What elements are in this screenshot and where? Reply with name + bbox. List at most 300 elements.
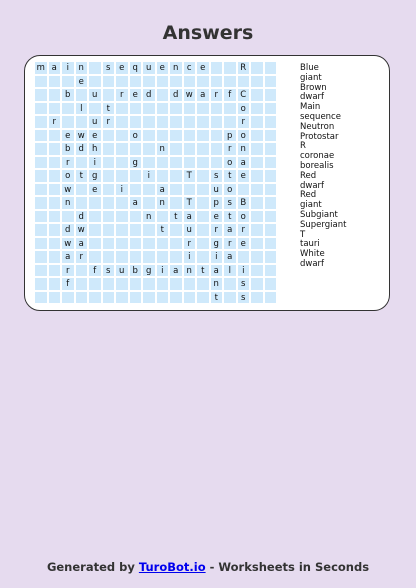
- grid-cell: [210, 115, 224, 129]
- grid-cell: p: [223, 129, 237, 143]
- grid-cell: g: [142, 264, 156, 278]
- grid-cell: e: [115, 61, 129, 75]
- grid-cell: t: [102, 102, 116, 116]
- grid-cell: [264, 223, 278, 237]
- word-list-item: giant: [300, 72, 322, 83]
- grid-cell: [75, 115, 89, 129]
- grid-cell: [196, 196, 210, 210]
- grid-cell: [223, 75, 237, 89]
- grid-cell: n: [183, 264, 197, 278]
- grid-cell: [169, 129, 183, 143]
- grid-cell: a: [61, 250, 75, 264]
- grid-cell: [142, 115, 156, 129]
- grid-cell: w: [61, 237, 75, 251]
- grid-cell: [34, 210, 48, 224]
- grid-cell: [237, 183, 251, 197]
- grid-cell: [250, 115, 264, 129]
- grid-cell: h: [88, 142, 102, 156]
- grid-cell: [250, 156, 264, 170]
- word-list-item: giant: [300, 200, 322, 211]
- grid-cell: [115, 142, 129, 156]
- grid-cell: [142, 156, 156, 170]
- grid-cell: [48, 291, 62, 305]
- grid-cell: a: [156, 183, 170, 197]
- grid-cell: [169, 291, 183, 305]
- grid-cell: [75, 291, 89, 305]
- grid-cell: [169, 277, 183, 291]
- grid-cell: s: [237, 291, 251, 305]
- grid-cell: [169, 183, 183, 197]
- grid-cell: s: [223, 196, 237, 210]
- grid-cell: R: [237, 61, 251, 75]
- grid-cell: r: [237, 115, 251, 129]
- grid-cell: [48, 277, 62, 291]
- grid-cell: [250, 223, 264, 237]
- grid-cell: r: [183, 237, 197, 251]
- grid-cell: [115, 115, 129, 129]
- grid-cell: [250, 250, 264, 264]
- grid-cell: t: [223, 210, 237, 224]
- grid-cell: [250, 102, 264, 116]
- word-list-item: Brown: [300, 82, 327, 93]
- grid-cell: [156, 102, 170, 116]
- grid-cell: a: [237, 156, 251, 170]
- grid-cell: [264, 277, 278, 291]
- grid-cell: e: [61, 129, 75, 143]
- grid-cell: [115, 102, 129, 116]
- word-list-item: coronae: [300, 151, 335, 162]
- grid-cell: [129, 237, 143, 251]
- grid-cell: [115, 129, 129, 143]
- grid-cell: [250, 277, 264, 291]
- grid-cell: [142, 102, 156, 116]
- grid-cell: g: [88, 169, 102, 183]
- grid-cell: [196, 115, 210, 129]
- grid-cell: i: [183, 250, 197, 264]
- grid-cell: [156, 237, 170, 251]
- grid-cell: [88, 250, 102, 264]
- grid-cell: e: [88, 129, 102, 143]
- grid-cell: u: [115, 264, 129, 278]
- grid-cell: [34, 88, 48, 102]
- grid-cell: r: [102, 115, 116, 129]
- grid-cell: [196, 75, 210, 89]
- grid-cell: [115, 210, 129, 224]
- grid-cell: [196, 277, 210, 291]
- grid-cell: r: [223, 142, 237, 156]
- grid-cell: [142, 196, 156, 210]
- grid-cell: [142, 250, 156, 264]
- grid-cell: [250, 291, 264, 305]
- word-list-item: dwarf: [300, 180, 325, 191]
- grid-cell: i: [142, 169, 156, 183]
- grid-cell: n: [156, 196, 170, 210]
- grid-cell: [250, 75, 264, 89]
- grid-cell: t: [196, 264, 210, 278]
- grid-cell: T: [183, 169, 197, 183]
- grid-cell: [48, 88, 62, 102]
- grid-cell: [48, 102, 62, 116]
- grid-cell: d: [75, 210, 89, 224]
- word-list-item: Main: [300, 102, 321, 113]
- grid-cell: o: [61, 169, 75, 183]
- grid-cell: [156, 156, 170, 170]
- grid-cell: [142, 183, 156, 197]
- grid-cell: g: [210, 237, 224, 251]
- grid-cell: [88, 75, 102, 89]
- grid-cell: [223, 115, 237, 129]
- grid-cell: [142, 277, 156, 291]
- grid-cell: e: [237, 237, 251, 251]
- grid-cell: [75, 156, 89, 170]
- grid-cell: [115, 277, 129, 291]
- grid-cell: [48, 223, 62, 237]
- grid-cell: [183, 102, 197, 116]
- grid-cell: [250, 237, 264, 251]
- grid-cell: [196, 169, 210, 183]
- grid-cell: i: [156, 264, 170, 278]
- grid-cell: T: [183, 196, 197, 210]
- grid-cell: [48, 183, 62, 197]
- grid-cell: r: [223, 237, 237, 251]
- grid-cell: i: [115, 183, 129, 197]
- grid-cell: [61, 210, 75, 224]
- grid-cell: n: [61, 196, 75, 210]
- grid-cell: [102, 88, 116, 102]
- grid-cell: [129, 169, 143, 183]
- grid-cell: [34, 102, 48, 116]
- grid-cell: a: [223, 250, 237, 264]
- grid-cell: t: [169, 210, 183, 224]
- grid-cell: [48, 142, 62, 156]
- grid-cell: [34, 142, 48, 156]
- grid-cell: [102, 237, 116, 251]
- grid-cell: [169, 102, 183, 116]
- grid-cell: n: [210, 277, 224, 291]
- grid-cell: a: [169, 264, 183, 278]
- grid-cell: [169, 156, 183, 170]
- grid-cell: [264, 129, 278, 143]
- grid-cell: [264, 237, 278, 251]
- grid-cell: [196, 102, 210, 116]
- grid-cell: a: [183, 210, 197, 224]
- turobot-link[interactable]: TuroBot.io: [138, 560, 206, 574]
- grid-cell: [102, 183, 116, 197]
- grid-cell: u: [88, 88, 102, 102]
- grid-cell: [210, 142, 224, 156]
- grid-cell: [34, 237, 48, 251]
- grid-cell: u: [142, 61, 156, 75]
- grid-cell: o: [129, 129, 143, 143]
- grid-cell: r: [115, 88, 129, 102]
- grid-cell: [142, 142, 156, 156]
- grid-cell: [34, 129, 48, 143]
- word-list: [300, 64, 346, 270]
- grid-cell: t: [210, 291, 224, 305]
- grid-cell: [169, 196, 183, 210]
- word-list-item: dwarf: [300, 258, 325, 269]
- grid-cell: [34, 156, 48, 170]
- grid-cell: [250, 129, 264, 143]
- grid-cell: a: [210, 264, 224, 278]
- word-list-item: Blue: [300, 63, 319, 73]
- grid-cell: [156, 115, 170, 129]
- grid-cell: e: [210, 210, 224, 224]
- grid-cell: [88, 277, 102, 291]
- grid-cell: [156, 75, 170, 89]
- footer: [0, 560, 416, 574]
- grid-cell: n: [237, 142, 251, 156]
- grid-cell: [75, 277, 89, 291]
- grid-cell: [183, 156, 197, 170]
- grid-cell: a: [196, 88, 210, 102]
- grid-cell: m: [34, 61, 48, 75]
- word-list-item: tauri: [300, 239, 320, 250]
- grid-cell: [115, 223, 129, 237]
- grid-cell: i: [88, 156, 102, 170]
- grid-cell: q: [129, 61, 143, 75]
- grid-cell: s: [102, 264, 116, 278]
- grid-cell: [34, 264, 48, 278]
- grid-cell: [264, 142, 278, 156]
- grid-cell: r: [237, 223, 251, 237]
- grid-cell: [264, 156, 278, 170]
- grid-cell: [250, 169, 264, 183]
- grid-cell: o: [223, 156, 237, 170]
- grid-cell: [115, 250, 129, 264]
- grid-cell: [156, 129, 170, 143]
- grid-cell: [102, 223, 116, 237]
- grid-cell: [34, 183, 48, 197]
- grid-cell: u: [183, 223, 197, 237]
- word-list-item: dwarf: [300, 92, 325, 103]
- grid-cell: [48, 156, 62, 170]
- grid-cell: [129, 223, 143, 237]
- grid-cell: t: [75, 169, 89, 183]
- grid-cell: [115, 196, 129, 210]
- grid-cell: [264, 196, 278, 210]
- word-search-grid: [34, 61, 277, 304]
- grid-cell: [102, 210, 116, 224]
- grid-cell: [183, 183, 197, 197]
- grid-cell: [102, 250, 116, 264]
- grid-cell: [237, 75, 251, 89]
- grid-cell: [48, 264, 62, 278]
- grid-cell: [183, 291, 197, 305]
- grid-cell: [210, 156, 224, 170]
- grid-cell: [48, 75, 62, 89]
- grid-cell: [196, 129, 210, 143]
- grid-cell: B: [237, 196, 251, 210]
- grid-cell: w: [61, 183, 75, 197]
- grid-cell: e: [129, 88, 143, 102]
- grid-cell: d: [142, 88, 156, 102]
- grid-cell: [156, 250, 170, 264]
- grid-cell: u: [210, 183, 224, 197]
- grid-cell: [210, 75, 224, 89]
- grid-cell: [169, 169, 183, 183]
- grid-cell: i: [210, 250, 224, 264]
- grid-cell: [250, 183, 264, 197]
- grid-cell: [250, 210, 264, 224]
- grid-cell: [264, 61, 278, 75]
- grid-cell: [169, 75, 183, 89]
- grid-cell: t: [223, 169, 237, 183]
- grid-cell: [250, 196, 264, 210]
- grid-cell: n: [169, 61, 183, 75]
- grid-cell: [75, 183, 89, 197]
- grid-cell: [61, 115, 75, 129]
- grid-cell: n: [142, 210, 156, 224]
- grid-cell: [156, 291, 170, 305]
- grid-cell: [264, 102, 278, 116]
- grid-cell: [75, 88, 89, 102]
- grid-cell: [250, 142, 264, 156]
- grid-cell: [129, 75, 143, 89]
- grid-cell: [129, 102, 143, 116]
- grid-cell: u: [88, 115, 102, 129]
- grid-cell: [223, 61, 237, 75]
- grid-cell: [169, 142, 183, 156]
- grid-cell: [34, 169, 48, 183]
- grid-cell: i: [237, 264, 251, 278]
- grid-cell: [196, 291, 210, 305]
- grid-cell: [142, 237, 156, 251]
- grid-cell: w: [183, 88, 197, 102]
- grid-cell: e: [75, 75, 89, 89]
- grid-cell: d: [169, 88, 183, 102]
- grid-cell: [61, 75, 75, 89]
- grid-cell: [115, 156, 129, 170]
- grid-cell: [129, 115, 143, 129]
- grid-cell: [196, 142, 210, 156]
- grid-cell: [183, 75, 197, 89]
- grid-cell: [196, 223, 210, 237]
- word-list-item: Protostar: [300, 131, 339, 142]
- grid-cell: [102, 277, 116, 291]
- grid-cell: C: [237, 88, 251, 102]
- grid-cell: [129, 183, 143, 197]
- grid-cell: i: [61, 61, 75, 75]
- grid-cell: [169, 250, 183, 264]
- grid-cell: e: [88, 183, 102, 197]
- grid-cell: [183, 142, 197, 156]
- grid-cell: o: [237, 210, 251, 224]
- grid-cell: [142, 75, 156, 89]
- grid-cell: t: [156, 223, 170, 237]
- grid-cell: [34, 115, 48, 129]
- grid-cell: [264, 183, 278, 197]
- grid-cell: s: [237, 277, 251, 291]
- grid-cell: [129, 277, 143, 291]
- grid-cell: [48, 250, 62, 264]
- grid-cell: a: [223, 223, 237, 237]
- grid-cell: f: [61, 277, 75, 291]
- grid-cell: e: [156, 61, 170, 75]
- grid-cell: b: [61, 142, 75, 156]
- grid-cell: [48, 210, 62, 224]
- footer-prefix: Generated by: [46, 560, 135, 574]
- grid-cell: [61, 291, 75, 305]
- grid-cell: [250, 88, 264, 102]
- grid-cell: [129, 250, 143, 264]
- grid-cell: e: [196, 61, 210, 75]
- grid-cell: [102, 142, 116, 156]
- grid-cell: [264, 169, 278, 183]
- word-list-item: sequence: [300, 111, 341, 122]
- grid-cell: [34, 223, 48, 237]
- grid-cell: [250, 61, 264, 75]
- grid-cell: a: [75, 237, 89, 251]
- grid-cell: c: [183, 61, 197, 75]
- grid-cell: f: [88, 264, 102, 278]
- grid-cell: [156, 88, 170, 102]
- grid-cell: [196, 237, 210, 251]
- grid-cell: g: [129, 156, 143, 170]
- grid-cell: [264, 75, 278, 89]
- grid-cell: w: [75, 129, 89, 143]
- word-list-item: borealis: [300, 160, 334, 171]
- grid-cell: [250, 264, 264, 278]
- grid-cell: [156, 277, 170, 291]
- grid-cell: d: [61, 223, 75, 237]
- grid-cell: r: [75, 250, 89, 264]
- grid-cell: b: [129, 264, 143, 278]
- grid-cell: [48, 169, 62, 183]
- grid-cell: [88, 237, 102, 251]
- grid-cell: [210, 102, 224, 116]
- grid-cell: [34, 291, 48, 305]
- word-list-item: Supergiant: [300, 219, 347, 230]
- page-title: Answers: [162, 22, 254, 44]
- grid-cell: [196, 250, 210, 264]
- footer-suffix: - Worksheets in Seconds: [209, 560, 370, 574]
- grid-cell: l: [75, 102, 89, 116]
- grid-cell: [115, 237, 129, 251]
- grid-cell: [102, 129, 116, 143]
- grid-cell: o: [223, 183, 237, 197]
- grid-cell: [88, 102, 102, 116]
- grid-cell: [183, 129, 197, 143]
- grid-cell: [129, 291, 143, 305]
- word-list-item: Subgiant: [300, 209, 338, 220]
- grid-cell: [129, 210, 143, 224]
- grid-cell: r: [210, 88, 224, 102]
- grid-cell: s: [210, 169, 224, 183]
- grid-cell: [88, 291, 102, 305]
- grid-cell: n: [156, 142, 170, 156]
- grid-cell: [264, 88, 278, 102]
- grid-cell: [102, 169, 116, 183]
- grid-cell: [115, 169, 129, 183]
- grid-cell: r: [210, 223, 224, 237]
- grid-cell: [48, 129, 62, 143]
- grid-cell: [264, 210, 278, 224]
- grid-cell: [115, 291, 129, 305]
- grid-cell: [102, 75, 116, 89]
- grid-cell: [156, 210, 170, 224]
- grid-cell: [102, 196, 116, 210]
- grid-cell: [88, 223, 102, 237]
- grid-cell: [237, 250, 251, 264]
- grid-cell: e: [237, 169, 251, 183]
- grid-cell: [264, 115, 278, 129]
- grid-cell: b: [61, 88, 75, 102]
- word-list-item: T: [300, 229, 306, 240]
- grid-cell: p: [210, 196, 224, 210]
- word-list-item: Neutron: [300, 121, 335, 132]
- grid-cell: [34, 250, 48, 264]
